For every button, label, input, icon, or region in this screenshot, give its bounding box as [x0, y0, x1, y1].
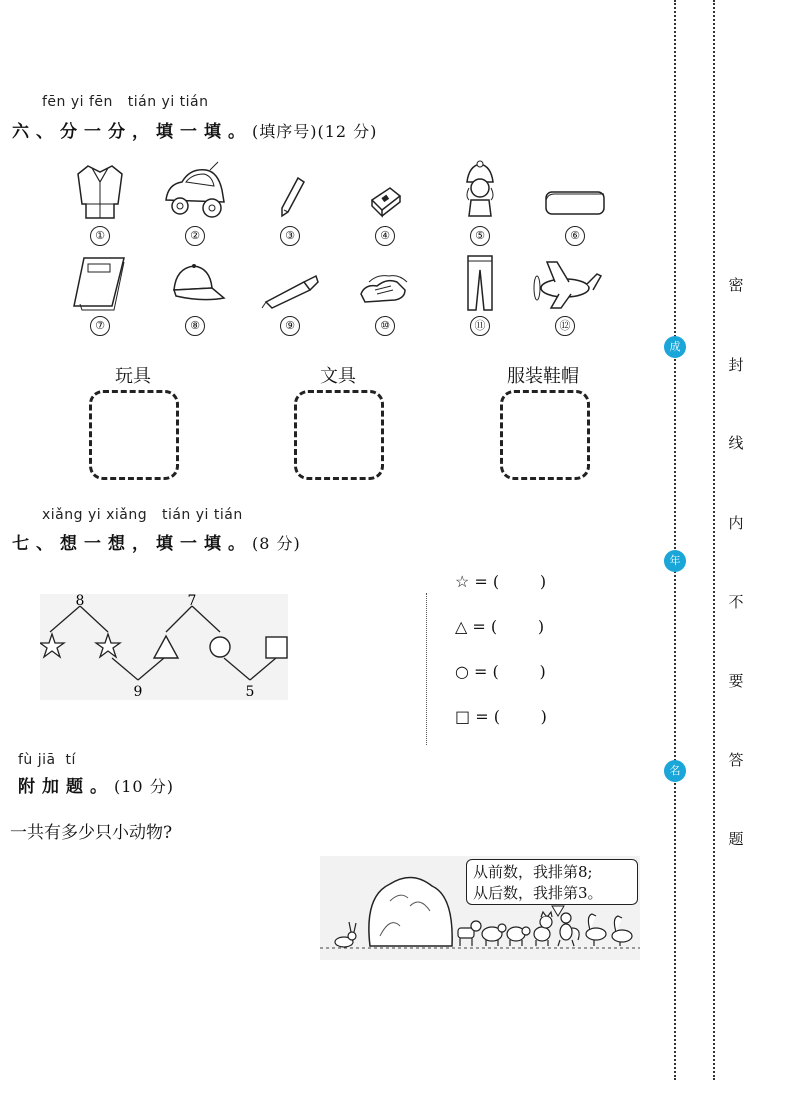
- item-3: [250, 160, 330, 246]
- item-number: ⑪: [470, 316, 490, 336]
- item-12: [525, 254, 605, 336]
- category-label-clothing: 服装鞋帽: [507, 366, 579, 387]
- fold-line-outer: [713, 0, 715, 1080]
- answer-box-stationery[interactable]: [294, 390, 384, 480]
- section7-note: (8 分): [252, 534, 301, 553]
- item-10: [345, 254, 425, 336]
- pen-icon: [260, 254, 320, 312]
- category-label-toys: 玩具: [115, 366, 151, 387]
- exercise-book-icon: [70, 254, 130, 312]
- extra-question: 一共有多少只小动物?: [10, 823, 173, 843]
- badge-grade: 年: [664, 550, 686, 572]
- extra-note: (10 分): [114, 777, 174, 796]
- circle-shape: [210, 637, 230, 657]
- bubble-line-1: 从前数，我排第8;: [473, 863, 593, 881]
- seal-char-7: 答: [728, 751, 744, 769]
- equation-circle[interactable]: ○ = ( ): [455, 662, 546, 681]
- seal-char-1: 密: [728, 276, 744, 294]
- item-6: [535, 160, 615, 246]
- item-number: ⑧: [185, 316, 205, 336]
- item-5: [440, 160, 520, 246]
- item-number: ⑥: [565, 226, 585, 246]
- equation-square[interactable]: □ = ( ): [455, 707, 547, 726]
- seal-char-8: 题: [728, 830, 744, 848]
- extra-title: 附加题。: [18, 777, 114, 797]
- column-divider: [426, 593, 427, 745]
- item-number: ⑨: [280, 316, 300, 336]
- item-number: ②: [185, 226, 205, 246]
- section6-title: 六、分一分，填一填。: [12, 122, 252, 142]
- extra-pinyin: fù jiā tí: [18, 752, 76, 768]
- extra-heading: [18, 772, 174, 797]
- item-number: ⑦: [90, 316, 110, 336]
- item-number: ④: [375, 226, 395, 246]
- section6-pinyin: fēn yi fēn tián yi tián: [42, 94, 209, 110]
- fold-line-inner: [674, 0, 676, 1080]
- tree-number-top-left: 8: [75, 593, 85, 609]
- equation-star[interactable]: ☆ = ( ): [455, 572, 547, 591]
- cap-icon: [162, 254, 228, 312]
- item-8: [155, 254, 235, 336]
- sharpener-icon: [360, 160, 410, 222]
- item-1: [60, 160, 140, 246]
- seal-char-4: 内: [728, 514, 744, 532]
- answer-box-toys[interactable]: [89, 390, 179, 480]
- shoes-icon: [355, 254, 415, 312]
- toy-car-icon: [160, 160, 230, 222]
- item-7: [60, 254, 140, 336]
- item-4: [345, 160, 425, 246]
- item-number: ⑤: [470, 226, 490, 246]
- item-2: [155, 160, 235, 246]
- item-9: [250, 254, 330, 336]
- pencil-icon: [270, 160, 310, 222]
- tree-number-bottom-right: 5: [245, 684, 255, 700]
- section7-title: 七、想一想，填一填。: [12, 534, 252, 554]
- seal-char-3: 线: [728, 434, 744, 452]
- speech-bubble: [466, 859, 638, 905]
- bubble-line-2: 从后数，我排第3。: [473, 884, 603, 902]
- seal-char-2: 封: [728, 356, 744, 374]
- section7-heading: [12, 529, 301, 554]
- section6-heading: [12, 117, 377, 142]
- shape-number-tree: [40, 590, 290, 705]
- equation-triangle[interactable]: △ = ( ): [455, 617, 545, 636]
- item-number: ③: [280, 226, 300, 246]
- section7-pinyin: xiǎng yi xiǎng tián yi tián: [42, 507, 243, 523]
- item-number: ①: [90, 226, 110, 246]
- section6-note: (填序号)(12 分): [252, 122, 378, 141]
- answer-box-clothing[interactable]: [500, 390, 590, 480]
- badge-class: 成: [664, 336, 686, 358]
- seal-char-6: 要: [728, 672, 744, 690]
- category-label-stationery: 文具: [320, 366, 356, 387]
- clothes-icon: [70, 160, 130, 222]
- item-number: ⑫: [555, 316, 575, 336]
- badge-name: 名: [664, 760, 686, 782]
- item-11: [440, 254, 520, 336]
- item-number: ⑩: [375, 316, 395, 336]
- square-shape: [266, 637, 287, 658]
- eraser-icon: [540, 160, 610, 222]
- doll-icon: [455, 160, 505, 222]
- toy-plane-icon: [525, 254, 605, 312]
- seal-char-5: 不: [728, 593, 744, 611]
- tree-number-bottom-left: 9: [133, 684, 143, 700]
- tree-number-top-right: 7: [187, 593, 197, 609]
- trousers-icon: [460, 254, 500, 312]
